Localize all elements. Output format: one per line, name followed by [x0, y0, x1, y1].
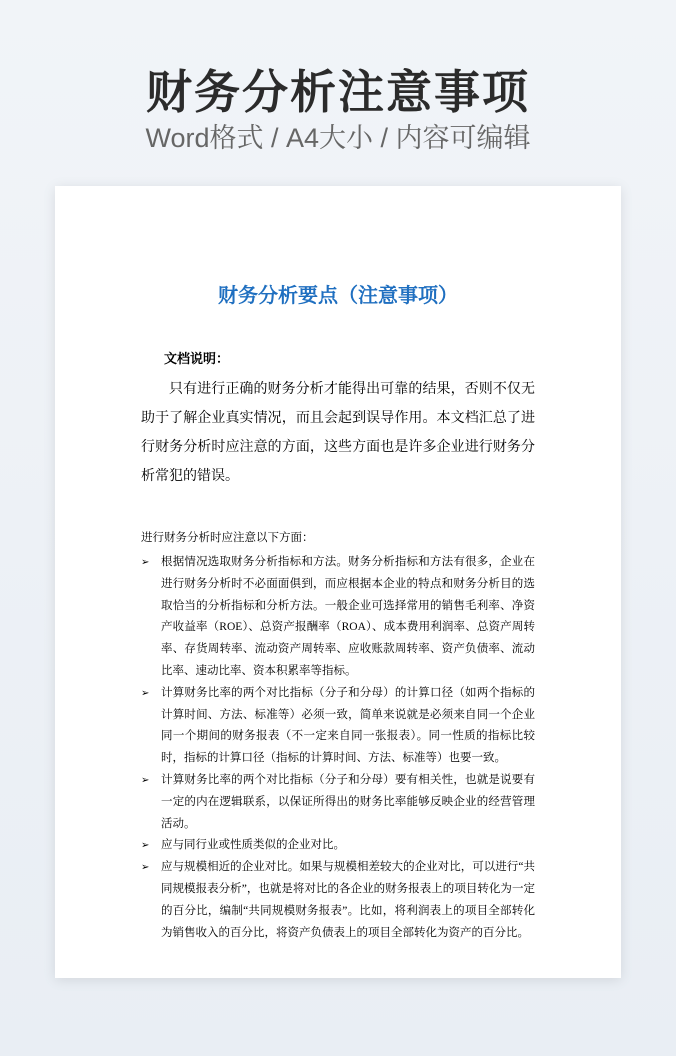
document-title: 财务分析要点（注意事项） [218, 285, 458, 307]
document-page [55, 186, 621, 978]
note-label: 文档说明： [164, 351, 230, 366]
list-item [141, 857, 535, 944]
banner-subtitle: Word格式 / A4大小 / 内容可编辑 [145, 123, 531, 153]
list-item [141, 552, 535, 683]
list-item [141, 683, 535, 770]
bullet-arrow-icon: ➢ [141, 557, 150, 568]
list-item [141, 770, 535, 835]
list-item-text: 计算财务比率的两个对比指标（分子和分母）的计算口径（如两个指标的计算时间、方法、标准等）必须一致，简单来说就是必须来自同一个企业同一个期间的财务报表（不一定来自同一张报表）。同一性质的指标比较时，指标的计算口径（指标的计算时间、方法、标准等）也要一致。 [161, 686, 535, 765]
list-item-text: 应与同行业或性质类似的企业对比。 [161, 839, 345, 852]
intro-paragraph: 只有进行正确的财务分析才能得出可靠的结果，否则不仅无助于了解企业真实情况，而且会起到误导作用。本文档汇总了进行财务分析时应注意的方面，这些方面也是许多企业进行财务分析常犯的错误。 [141, 380, 535, 483]
list-item-text: 应与规模相近的企业对比。如果与规模相差较大的企业对比，可以进行“共同规模报表分析”，也就是将对比的各企业的财务报表上的项目转化为一定的百分比，编制“共同规模财务报表”。比如，将利润表上的项目全部转化为销售收入的百分比，将资产负债表上的项目全部转化为资产的百分比。 [161, 861, 535, 939]
bullet-arrow-icon: ➢ [141, 840, 150, 852]
list-item-text: 计算财务比率的两个对比指标（分子和分母）要有相关性，也就是说要有一定的内在逻辑联系，以保证所得出的财务比率能够反映企业的经营管理活动。 [161, 773, 535, 830]
list-item [141, 835, 535, 857]
list-heading: 进行财务分析时应注意以下方面： [141, 532, 314, 544]
banner-title: 财务分析注意事项 [146, 66, 530, 118]
notes-list [141, 552, 535, 944]
bullet-arrow-icon: ➢ [141, 862, 150, 874]
list-item-text: 根据情况选取财务分析指标和方法。财务分析指标和方法有很多，企业在进行财务分析时不必面面俱到，而应根据本企业的特点和财务分析目的选取恰当的分析指标和分析方法。一般企业可选择常用的销售毛利率、净资产收益率（ROE）、总资产报酬率（ROA）、成本费用利润率、总资产周转率、存货周转率、流动资产周转率、应收账款周转率、资产负债率、流动比率、速动比率、资本积累率等指标。 [161, 556, 535, 677]
bullet-arrow-icon: ➢ [141, 687, 150, 699]
bullet-arrow-icon: ➢ [141, 774, 150, 786]
